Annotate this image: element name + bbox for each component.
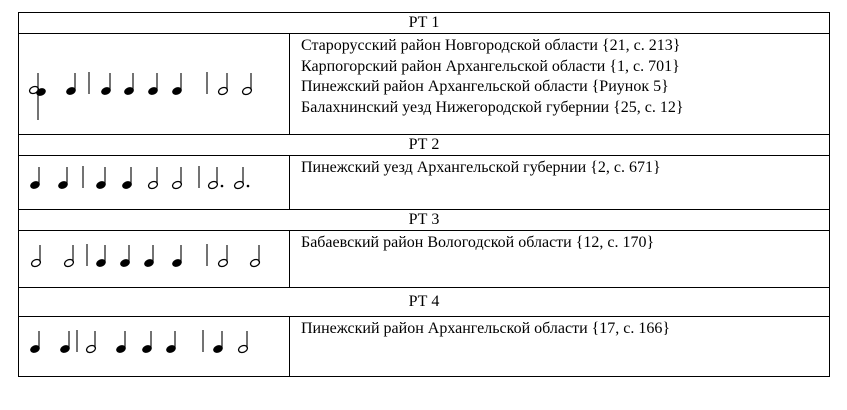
half-note-icon bbox=[63, 245, 74, 268]
quarter-note-icon bbox=[29, 167, 40, 190]
place-line: Пинежский район Архангельской области {17, с. 166} bbox=[301, 320, 671, 337]
chord-half-quarter-note-icon bbox=[28, 73, 46, 120]
place-line: Старорусский район Новгородской области {21, с. 213} bbox=[301, 37, 681, 54]
half-note-icon bbox=[241, 73, 252, 96]
rhythm-notation-rt4 bbox=[19, 317, 290, 377]
quarter-note-icon bbox=[171, 245, 182, 268]
section-header-rt4: РТ 4 bbox=[19, 288, 830, 317]
rhythm-notation-cell-rt4 bbox=[19, 317, 290, 377]
half-note-icon bbox=[217, 73, 228, 96]
quarter-note-icon bbox=[65, 73, 76, 96]
quarter-note-icon bbox=[95, 245, 106, 268]
section-content-row bbox=[19, 34, 830, 135]
quarter-note-icon bbox=[115, 331, 126, 354]
quarter-note-icon bbox=[123, 73, 134, 96]
section-header-rt1: РТ 1 bbox=[19, 13, 830, 34]
section-content-row bbox=[19, 231, 830, 288]
place-line: Балахнинский уезд Нижегородской губернии {25, с. 12} bbox=[301, 98, 684, 116]
half-note-icon bbox=[237, 331, 248, 354]
rhythm-notation-cell-rt1 bbox=[19, 34, 290, 135]
section-content-row bbox=[19, 317, 830, 377]
places-cell-rt4 bbox=[290, 317, 830, 377]
place-line: Бабаевский район Вологодской области {12, с. 170} bbox=[301, 234, 655, 251]
quarter-note-icon bbox=[141, 331, 152, 354]
dotted-half-note-icon bbox=[207, 167, 223, 190]
half-note-icon bbox=[171, 167, 182, 190]
quarter-note-icon bbox=[119, 245, 130, 268]
quarter-note-icon bbox=[100, 73, 111, 96]
quarter-note-icon bbox=[57, 167, 68, 190]
places-cell-rt2 bbox=[290, 156, 830, 210]
quarter-note-icon bbox=[143, 245, 154, 268]
half-note-icon bbox=[249, 245, 260, 268]
place-line: Пинежский район Архангельской области {Риунок 5} bbox=[301, 78, 669, 95]
section-header-row bbox=[19, 288, 830, 317]
half-note-icon bbox=[85, 331, 96, 354]
half-note-icon bbox=[217, 245, 228, 268]
section-header-row bbox=[19, 210, 830, 231]
place-line: Пинежский уезд Архангельской губернии {2, с. 671} bbox=[301, 159, 661, 176]
quarter-note-icon bbox=[147, 73, 158, 96]
section-content-row bbox=[19, 156, 830, 210]
quarter-note-icon bbox=[29, 331, 40, 354]
rhythm-types-table bbox=[18, 12, 830, 377]
section-header-row bbox=[19, 135, 830, 156]
quarter-note-icon bbox=[212, 331, 223, 354]
dotted-half-note-icon bbox=[233, 167, 249, 190]
rhythm-notation-rt2 bbox=[19, 156, 290, 210]
quarter-note-icon bbox=[59, 331, 70, 354]
rhythm-notation-cell-rt2 bbox=[19, 156, 290, 210]
quarter-note-icon bbox=[171, 73, 182, 96]
quarter-note-icon bbox=[165, 331, 176, 354]
half-note-icon bbox=[30, 245, 41, 268]
half-note-icon bbox=[147, 167, 158, 190]
places-cell-rt1 bbox=[290, 34, 830, 135]
place-line: Карпогорский район Архангельской области {1, с. 701} bbox=[301, 57, 680, 75]
quarter-note-icon bbox=[95, 167, 106, 190]
section-header-rt3: РТ 3 bbox=[19, 210, 830, 231]
rhythm-notation-rt1 bbox=[19, 34, 290, 135]
section-header-rt2: РТ 2 bbox=[19, 135, 830, 156]
section-header-row bbox=[19, 13, 830, 34]
rhythm-notation-cell-rt3 bbox=[19, 231, 290, 288]
rhythm-notation-rt3 bbox=[19, 231, 290, 288]
quarter-note-icon bbox=[121, 167, 132, 190]
places-cell-rt3 bbox=[290, 231, 830, 288]
